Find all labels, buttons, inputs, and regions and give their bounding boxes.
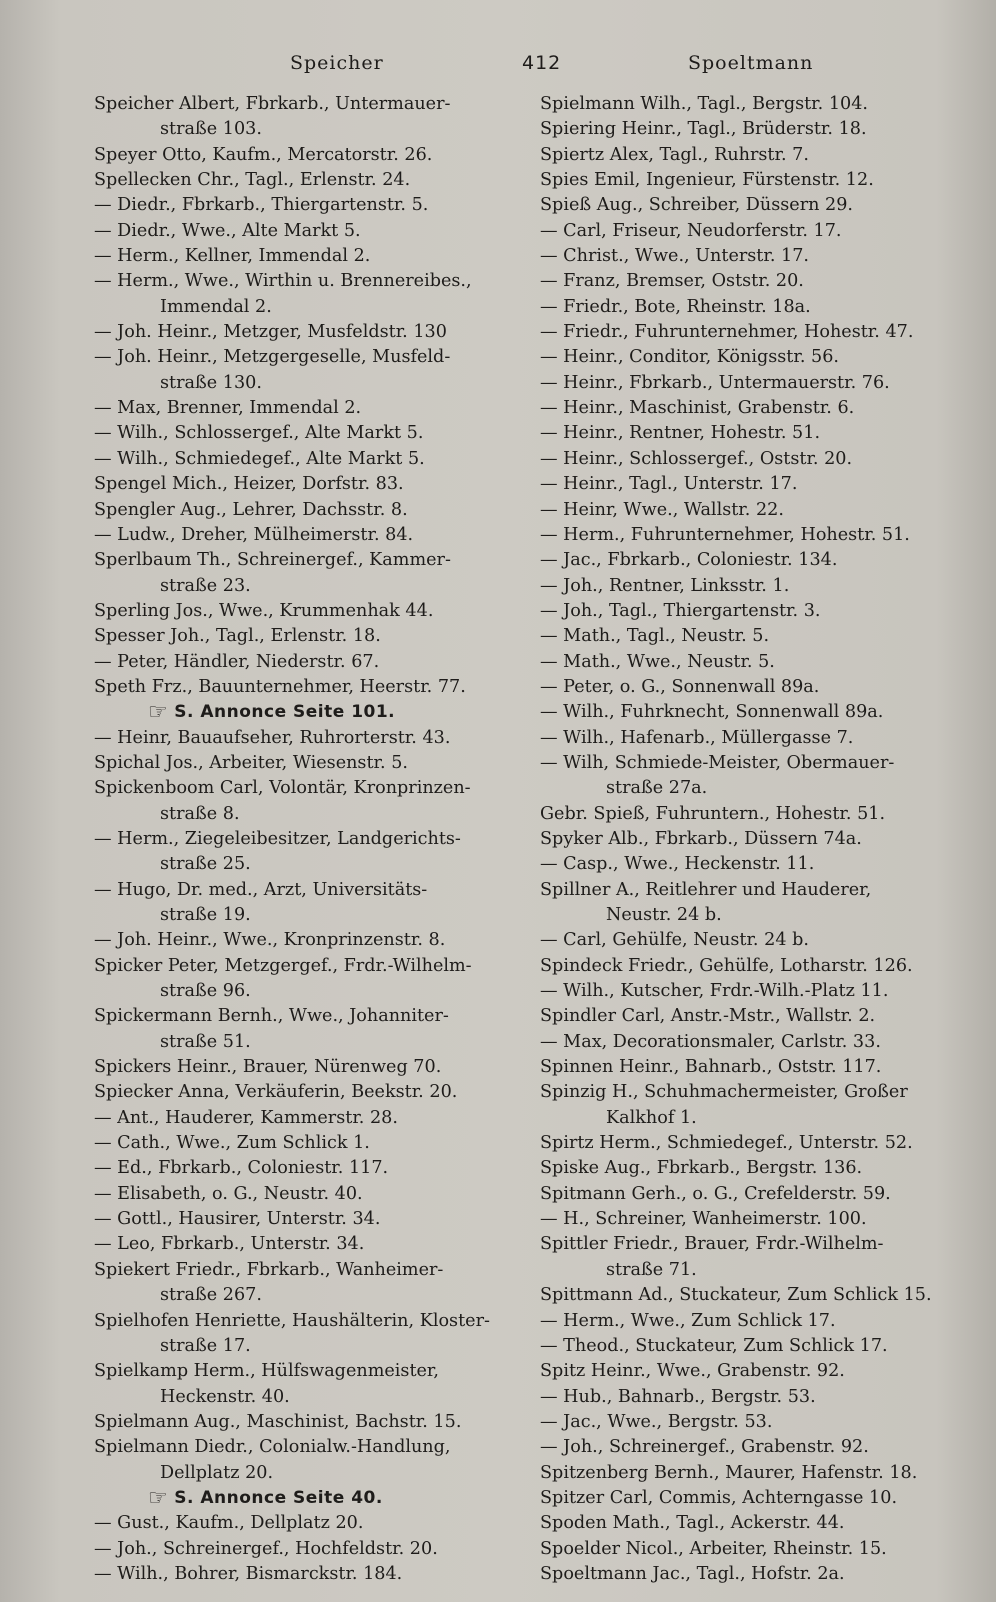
entry-line: Speicher Albert, Fbrkarb., Untermauer-	[94, 94, 451, 114]
entry-line: — Heinr., Schlossergef., Oststr. 20.	[540, 448, 853, 469]
entry-line: Spicker Peter, Metzgergef., Frdr.-Wilhelm-	[94, 955, 472, 976]
entry-line: Spielmann Aug., Maschinist, Bachstr. 15.	[94, 1411, 462, 1432]
directory-entry	[94, 219, 514, 244]
entry-line: Spinzig H., Schuhmachermeister, Großer	[540, 1082, 908, 1103]
entry-continuation-line: straße 25.	[160, 854, 251, 875]
entry-line: Speyer Otto, Kaufm., Mercatorstr. 26.	[94, 144, 433, 165]
directory-entry	[94, 751, 514, 776]
entry-line: — Friedr., Fuhrunternehmer, Hohestr. 47.	[540, 322, 914, 343]
entry-line: Spindeck Friedr., Gehülfe, Lotharstr. 126.	[540, 955, 913, 976]
entry-line: — Wilh, Schmiede-Meister, Obermauer-	[540, 752, 895, 773]
entry-line: — Wilh., Schmiedegef., Alte Markt 5.	[94, 448, 425, 469]
directory-entry	[94, 143, 514, 168]
entry-continuation-line: straße 51.	[160, 1031, 251, 1052]
directory-entry	[94, 1004, 514, 1055]
entry-line: Spitz Heinr., Wwe., Grabenstr. 92.	[540, 1361, 845, 1382]
directory-entry	[94, 878, 514, 929]
directory-entry	[94, 650, 514, 675]
entry-line: — Peter, Händler, Niederstr. 67.	[94, 651, 380, 672]
directory-entry	[540, 700, 980, 725]
directory-entry	[94, 1106, 514, 1131]
directory-entry	[540, 675, 980, 700]
directory-entry	[540, 117, 980, 142]
annonce-text: S. Annonce Seite 40.	[174, 1487, 383, 1508]
directory-entry	[94, 624, 514, 649]
directory-entry	[540, 1359, 980, 1384]
directory-entry	[540, 1080, 980, 1131]
entry-continuation-line: straße 23.	[160, 575, 251, 596]
entry-line: Spoeltmann Jac., Tagl., Hofstr. 2a.	[540, 1563, 845, 1584]
left-column	[94, 92, 514, 1587]
entry-line: Spittmann Ad., Stuckateur, Zum Schlick 15.	[540, 1285, 932, 1306]
directory-entry	[94, 1232, 514, 1257]
directory-entry	[540, 726, 980, 751]
entry-line: — Wilh., Schlossergef., Alte Markt 5.	[94, 423, 424, 444]
directory-entry	[94, 776, 514, 827]
directory-entry	[540, 295, 980, 320]
entry-line: Spickers Heinr., Brauer, Nürenweg 70.	[94, 1057, 442, 1078]
entry-line: — Carl, Friseur, Neudorferstr. 17.	[540, 220, 842, 241]
entry-line: — Heinr., Conditor, Königsstr. 56.	[540, 347, 840, 368]
directory-entry	[540, 447, 980, 472]
directory-entry	[540, 852, 980, 877]
directory-entry	[94, 827, 514, 878]
entry-line: Gebr. Spieß, Fuhruntern., Hohestr. 51.	[540, 803, 886, 824]
directory-entry	[94, 954, 514, 1005]
entry-line: — Heinr, Wwe., Wallstr. 22.	[540, 499, 784, 520]
directory-entry	[540, 878, 980, 929]
entry-line: — Wilh., Bohrer, Bismarckstr. 184.	[94, 1563, 403, 1584]
directory-entry	[540, 1435, 980, 1460]
entry-line: — Wilh., Kutscher, Frdr.-Wilh.-Platz 11.	[540, 981, 889, 1002]
entry-line: — Joh., Schreinergef., Hochfeldstr. 20.	[94, 1538, 438, 1559]
entry-line: Spyker Alb., Fbrkarb., Düssern 74a.	[540, 828, 862, 849]
directory-entry	[540, 928, 980, 953]
entry-line: Spies Emil, Ingenieur, Fürstenstr. 12.	[540, 170, 874, 191]
directory-entry	[540, 168, 980, 193]
entry-line: — Joh., Schreinergef., Grabenstr. 92.	[540, 1437, 869, 1458]
entry-line: — Heinr, Bauaufseher, Ruhrorterstr. 43.	[94, 727, 451, 748]
directory-entry	[94, 599, 514, 624]
directory-entry	[540, 269, 980, 294]
directory-entry	[540, 1182, 980, 1207]
directory-entry	[94, 1182, 514, 1207]
entry-line: — Joh. Heinr., Metzger, Musfeldstr. 130	[94, 322, 447, 343]
entry-line: — Wilh., Fuhrknecht, Sonnenwall 89a.	[540, 702, 884, 723]
directory-entry	[540, 954, 980, 979]
entry-line: Spitmann Gerh., o. G., Crefelderstr. 59.	[540, 1183, 891, 1204]
entry-line: Spiecker Anna, Verkäuferin, Beekstr. 20.	[94, 1082, 458, 1103]
entry-line: — Cath., Wwe., Zum Schlick 1.	[94, 1133, 370, 1154]
annonce-text: S. Annonce Seite 101.	[174, 702, 396, 723]
entry-line: Spielmann Wilh., Tagl., Bergstr. 104.	[540, 94, 869, 114]
entry-line: — Ed., Fbrkarb., Coloniestr. 117.	[94, 1158, 389, 1179]
entry-continuation-line: straße 103.	[160, 119, 262, 140]
directory-entry	[94, 523, 514, 548]
directory-entry	[540, 624, 980, 649]
directory-entry	[540, 498, 980, 523]
entry-continuation-line: Dellplatz 20.	[160, 1462, 274, 1483]
entry-line: — Gust., Kaufm., Dellplatz 20.	[94, 1513, 364, 1534]
directory-entry	[540, 219, 980, 244]
entry-line: — Heinr., Tagl., Unterstr. 17.	[540, 474, 798, 495]
entry-line: — Franz, Bremser, Oststr. 20.	[540, 271, 804, 292]
header-last-name: Spoeltmann	[688, 52, 814, 74]
entry-line: Spiekert Friedr., Fbrkarb., Wanheimer-	[94, 1259, 444, 1280]
directory-entry	[94, 1258, 514, 1309]
entry-line: — Math., Wwe., Neustr. 5.	[540, 651, 775, 672]
entry-line: — Christ., Wwe., Unterstr. 17.	[540, 246, 810, 267]
directory-entry	[540, 1232, 980, 1283]
directory-entry	[540, 320, 980, 345]
directory-entry	[540, 1283, 980, 1308]
directory-entry	[540, 523, 980, 548]
entry-line: — Theod., Stuckateur, Zum Schlick 17.	[540, 1335, 888, 1356]
entry-line: — Joh., Tagl., Thiergartenstr. 3.	[540, 600, 821, 621]
entry-line: — Max, Brenner, Immendal 2.	[94, 398, 362, 419]
directory-entry	[540, 1309, 980, 1334]
directory-entry	[540, 371, 980, 396]
entry-line: — Ludw., Dreher, Mülheimerstr. 84.	[94, 524, 414, 545]
entry-continuation-line: straße 267.	[160, 1285, 262, 1306]
entry-line: Spinnen Heinr., Bahnarb., Oststr. 117.	[540, 1057, 882, 1078]
entry-line: Spitzer Carl, Commis, Achterngasse 10.	[540, 1487, 898, 1508]
directory-entry	[540, 1055, 980, 1080]
directory-entry	[94, 1309, 514, 1360]
directory-entry	[94, 1359, 514, 1410]
directory-entry	[94, 345, 514, 396]
entry-continuation-line: straße 71.	[606, 1259, 697, 1280]
entry-line: Spitzenberg Bernh., Maurer, Hafenstr. 18.	[540, 1462, 918, 1483]
header-first-name: Speicher	[290, 52, 384, 74]
directory-entry	[540, 1410, 980, 1435]
directory-entry	[94, 1435, 514, 1486]
entry-line: Spichal Jos., Arbeiter, Wiesenstr. 5.	[94, 752, 408, 773]
directory-entry	[540, 1030, 980, 1055]
entry-line: — Jac., Wwe., Bergstr. 53.	[540, 1411, 773, 1432]
entry-line: — Joh. Heinr., Metzgergeselle, Musfeld-	[94, 347, 451, 368]
directory-entry	[540, 1004, 980, 1029]
entry-line: — Friedr., Bote, Rheinstr. 18a.	[540, 296, 811, 317]
directory-entry	[94, 548, 514, 599]
entry-continuation-line: Neustr. 24 b.	[606, 905, 722, 925]
entry-line: Spielmann Diedr., Colonialw.-Handlung,	[94, 1437, 451, 1458]
directory-entry	[94, 168, 514, 193]
entry-line: — Herm., Kellner, Immendal 2.	[94, 246, 371, 267]
entry-line: Spielkamp Herm., Hülfswagenmeister,	[94, 1361, 439, 1382]
entry-line: Spiertz Alex, Tagl., Ruhrstr. 7.	[540, 144, 809, 165]
directory-entry	[540, 574, 980, 599]
directory-entry	[94, 1131, 514, 1156]
entry-line: Sperling Jos., Wwe., Krummenhak 44.	[94, 600, 434, 621]
annonce-reference	[94, 1486, 514, 1511]
entry-line: Spindler Carl, Anstr.-Mstr., Wallstr. 2.	[540, 1006, 876, 1027]
entry-line: Spillner A., Reitlehrer und Hauderer,	[540, 879, 872, 900]
directory-entry	[540, 751, 980, 802]
entry-line: — Peter, o. G., Sonnenwall 89a.	[540, 676, 820, 697]
directory-entry	[540, 244, 980, 269]
directory-entry	[94, 1562, 514, 1587]
entry-line: — Ant., Hauderer, Kammerstr. 28.	[94, 1107, 398, 1128]
entry-continuation-line: Heckenstr. 40.	[160, 1386, 290, 1407]
directory-entry	[540, 802, 980, 827]
entry-line: — Joh., Rentner, Linksstr. 1.	[540, 575, 790, 596]
entry-line: Sperlbaum Th., Schreinergef., Kammer-	[94, 550, 451, 571]
entry-line: Spoden Math., Tagl., Ackerstr. 44.	[540, 1513, 845, 1534]
entry-continuation-line: Immendal 2.	[160, 296, 272, 317]
entry-line: — Heinr., Fbrkarb., Untermauerstr. 76.	[540, 372, 890, 393]
directory-entry	[94, 1055, 514, 1080]
directory-entry	[540, 1207, 980, 1232]
entry-line: Speth Frz., Bauunternehmer, Heerstr. 77.	[94, 676, 466, 697]
entry-line: Spittler Friedr., Brauer, Frdr.-Wilhelm-	[540, 1234, 884, 1255]
annonce-reference	[94, 700, 514, 725]
entry-line: — Herm., Fuhrunternehmer, Hohestr. 51.	[540, 524, 910, 545]
entry-line: — Leo, Fbrkarb., Unterstr. 34.	[94, 1234, 365, 1255]
entry-line: Spiske Aug., Fbrkarb., Bergstr. 136.	[540, 1158, 863, 1179]
directory-entry	[94, 1410, 514, 1435]
entry-line: Spickenboom Carl, Volontär, Kronprinzen-	[94, 778, 471, 799]
entry-line: Spiering Heinr., Tagl., Brüderstr. 18.	[540, 119, 867, 140]
entry-line: — Diedr., Wwe., Alte Markt 5.	[94, 220, 361, 241]
directory-entry	[540, 1334, 980, 1359]
entry-line: Spesser Joh., Tagl., Erlenstr. 18.	[94, 626, 381, 647]
entry-line: — Carl, Gehülfe, Neustr. 24 b.	[540, 930, 809, 951]
entry-continuation-line: straße 96.	[160, 981, 251, 1002]
entry-line: Spielhofen Henriette, Haushälterin, Kloster-	[94, 1310, 490, 1331]
entry-continuation-line: straße 17.	[160, 1335, 251, 1356]
entry-line: — Joh. Heinr., Wwe., Kronprinzenstr. 8.	[94, 930, 446, 951]
entry-line: Spickermann Bernh., Wwe., Johanniter-	[94, 1006, 449, 1027]
directory-entry	[540, 548, 980, 573]
page-number: 412	[522, 52, 562, 74]
directory-entry	[94, 1156, 514, 1181]
directory-entry	[540, 396, 980, 421]
directory-entry	[94, 1080, 514, 1105]
entry-line: — Elisabeth, o. G., Neustr. 40.	[94, 1183, 363, 1204]
directory-entry	[540, 650, 980, 675]
entry-line: — Wilh., Hafenarb., Müllergasse 7.	[540, 727, 854, 748]
right-column	[540, 92, 980, 1587]
directory-entry	[540, 599, 980, 624]
entry-continuation-line: straße 19.	[160, 905, 251, 925]
directory-entry	[94, 193, 514, 218]
directory-entry	[94, 1207, 514, 1232]
directory-entry	[540, 345, 980, 370]
entry-line: — Herm., Wwe., Zum Schlick 17.	[540, 1310, 836, 1331]
directory-entry	[540, 979, 980, 1004]
directory-entry	[540, 1562, 980, 1587]
entry-line: Spengel Mich., Heizer, Dorfstr. 83.	[94, 474, 404, 495]
entry-line: Spengler Aug., Lehrer, Dachsstr. 8.	[94, 499, 408, 520]
directory-entry	[540, 1131, 980, 1156]
directory-entry	[94, 928, 514, 953]
entry-line: Spellecken Chr., Tagl., Erlenstr. 24.	[94, 170, 411, 191]
entry-continuation-line: straße 130.	[160, 372, 262, 393]
entry-line: — Math., Tagl., Neustr. 5.	[540, 626, 770, 647]
directory-entry	[94, 92, 514, 143]
entry-continuation-line: straße 27a.	[606, 778, 708, 799]
entry-line: Spieß Aug., Schreiber, Düssern 29.	[540, 195, 854, 216]
entry-line: — Herm., Ziegeleibesitzer, Landgerichts-	[94, 828, 461, 849]
entry-line: — Heinr., Rentner, Hohestr. 51.	[540, 423, 821, 444]
entry-line: — Heinr., Maschinist, Grabenstr. 6.	[540, 398, 855, 419]
directory-entry	[540, 143, 980, 168]
entry-line: Spirtz Herm., Schmiedegef., Unterstr. 52.	[540, 1133, 913, 1154]
entry-line: — Gottl., Hausirer, Unterstr. 34.	[94, 1209, 381, 1230]
directory-entry	[94, 320, 514, 345]
entry-continuation-line: straße 8.	[160, 803, 240, 824]
directory-entry	[540, 1385, 980, 1410]
directory-entry	[540, 1537, 980, 1562]
directory-entry	[540, 92, 980, 117]
page-header	[90, 52, 836, 86]
entry-line: — Herm., Wwe., Wirthin u. Brennereibes.,	[94, 271, 472, 292]
directory-entry	[540, 193, 980, 218]
pointing-hand-icon: ☞	[148, 1485, 169, 1511]
entry-line: Spoelder Nicol., Arbeiter, Rheinstr. 15.	[540, 1538, 887, 1559]
entry-line: — Hub., Bahnarb., Bergstr. 53.	[540, 1386, 816, 1407]
directory-entry	[540, 827, 980, 852]
directory-entry	[94, 447, 514, 472]
directory-entry	[94, 675, 514, 700]
directory-entry	[540, 1156, 980, 1181]
entry-continuation-line: Kalkhof 1.	[606, 1107, 697, 1128]
entry-line: — Diedr., Fbrkarb., Thiergartenstr. 5.	[94, 195, 429, 216]
directory-entry	[94, 1537, 514, 1562]
directory-entry	[94, 396, 514, 421]
directory-entry	[94, 269, 514, 320]
directory-entry	[94, 498, 514, 523]
directory-entry	[540, 1461, 980, 1486]
directory-entry	[94, 472, 514, 497]
entry-line: — Casp., Wwe., Heckenstr. 11.	[540, 854, 815, 875]
directory-entry	[540, 1511, 980, 1536]
directory-entry	[540, 472, 980, 497]
entry-line: — Max, Decorationsmaler, Carlstr. 33.	[540, 1031, 881, 1052]
directory-entry	[94, 421, 514, 446]
directory-entry	[540, 421, 980, 446]
directory-entry	[540, 1486, 980, 1511]
pointing-hand-icon: ☞	[148, 700, 169, 726]
entry-line: — Hugo, Dr. med., Arzt, Universitäts-	[94, 879, 428, 900]
directory-entry	[94, 244, 514, 269]
entry-line: — Jac., Fbrkarb., Coloniestr. 134.	[540, 550, 838, 571]
directory-entry	[94, 726, 514, 751]
entry-line: — H., Schreiner, Wanheimerstr. 100.	[540, 1209, 867, 1230]
directory-entry	[94, 1511, 514, 1536]
